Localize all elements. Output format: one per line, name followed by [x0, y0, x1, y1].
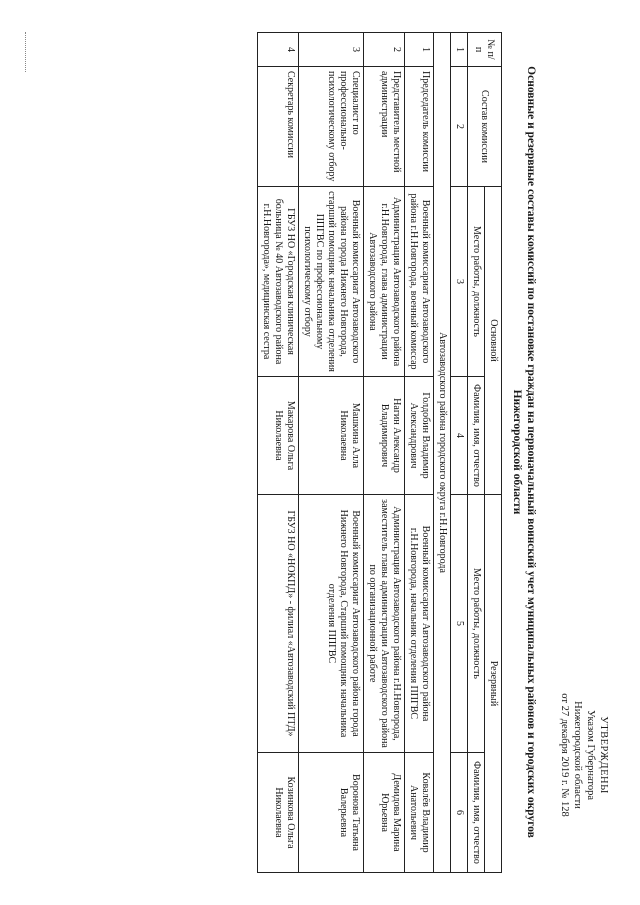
row-num: 2	[364, 33, 405, 67]
col-number: 3	[451, 187, 468, 377]
header-row-1	[485, 33, 502, 873]
approval-line-1: Указом Губернатора	[585, 709, 596, 801]
table-row	[258, 33, 299, 873]
row-num: 1	[405, 33, 434, 67]
section-row	[434, 33, 451, 873]
header-main-group: Основной	[485, 187, 502, 495]
row-main-name: Нагин Александр Владимирович	[364, 377, 405, 495]
column-number-row	[451, 33, 468, 873]
header-reserve-place: Место работы, должность	[468, 495, 485, 753]
row-reserve-place: Военный комиссариат Автозаводского района города Нижнего Новгорода, Старший помощник начальника отделения ППГВС	[299, 495, 364, 753]
approval-head: УТВЕРЖДЕНЫ	[598, 716, 609, 794]
section-title: Автозаводского района городского округа г.Н.Новгорода	[434, 33, 451, 873]
table-row	[364, 33, 405, 873]
row-main-place: Военный комиссариат Автозаводского района города Нижнего Новгорода, старший помощник начальника отделения ППГВС по профессиональному психологическому отбору	[299, 187, 364, 377]
row-role: Председатель комиссии	[405, 67, 434, 187]
row-role: Специалист по профессионально-психологическому отбору	[299, 67, 364, 187]
row-reserve-place: Военный комиссариат Автозаводского района г.Н.Новгорода, начальник отделения ППГВС	[405, 495, 434, 753]
col-number: 1	[451, 33, 468, 67]
header-reserve-name: Фамилия, имя, отчество	[468, 753, 485, 873]
header-num: № п/п	[468, 33, 502, 67]
row-num: 3	[299, 33, 364, 67]
col-number: 2	[451, 67, 468, 187]
header-main-place: Место работы, должность	[468, 187, 485, 377]
col-number: 4	[451, 377, 468, 495]
row-main-place: Администрация Автозаводского района г.Н.Новгорода, глава администрации Автозаводского района	[364, 187, 405, 377]
header-composition: Состав комиссии	[468, 67, 502, 187]
row-role: Секретарь комиссии	[258, 67, 299, 187]
approval-stamp	[558, 640, 610, 870]
row-reserve-place: Администрация Автозаводского района г.Н.Новгорода, заместитель главы администрации Автозаводского района по организационной работе	[364, 495, 405, 753]
row-reserve-name: Козинкова Ольга Николаевна	[258, 753, 299, 873]
col-number: 5	[451, 495, 468, 753]
row-main-name: Макарова Ольга Николаевна	[258, 377, 299, 495]
row-role: Представитель местной администрации	[364, 67, 405, 187]
row-main-name: Машкина Алла Николаевна	[299, 377, 364, 495]
row-reserve-name: Демидова Марина Юрьевна	[364, 753, 405, 873]
document-page	[10, 2, 630, 902]
row-main-place: ГБУЗ НО «Городская клиническая больница № 40 Автозаводского района г.Н.Новгорода», медицинская сестра	[258, 187, 299, 377]
row-main-name: Голдобин Владимир Александрович	[405, 377, 434, 495]
row-num: 4	[258, 33, 299, 67]
row-reserve-name: Воронова Татьяна Валерьевна	[299, 753, 364, 873]
row-reserve-place: ГБУЗ НО «НОКПД» - филиал «Автозаводский ПТД»	[258, 495, 299, 753]
table-row	[299, 33, 364, 873]
scan-margin-mark	[25, 32, 26, 72]
row-reserve-name: Ковалёв Владимир Анатольевич	[405, 753, 434, 873]
commission-table	[257, 32, 502, 873]
table-row	[405, 33, 434, 873]
document-title: Основные и резервные составы комиссий по постановке граждан на первоначальный воинский учет муниципальных районов и городских округов Нижегородской области	[511, 66, 537, 838]
header-main-name: Фамилия, имя, отчество	[468, 377, 485, 495]
row-main-place: Военный комиссариат Автозаводского района г.Н.Новгорода, военный комиссар	[405, 187, 434, 377]
approval-line-2: Нижегородской области	[572, 701, 583, 809]
col-number: 6	[451, 753, 468, 873]
approval-line-3: от 27 декабря 2019 г. № 128	[559, 693, 570, 817]
header-reserve-group: Резервный	[485, 495, 502, 873]
